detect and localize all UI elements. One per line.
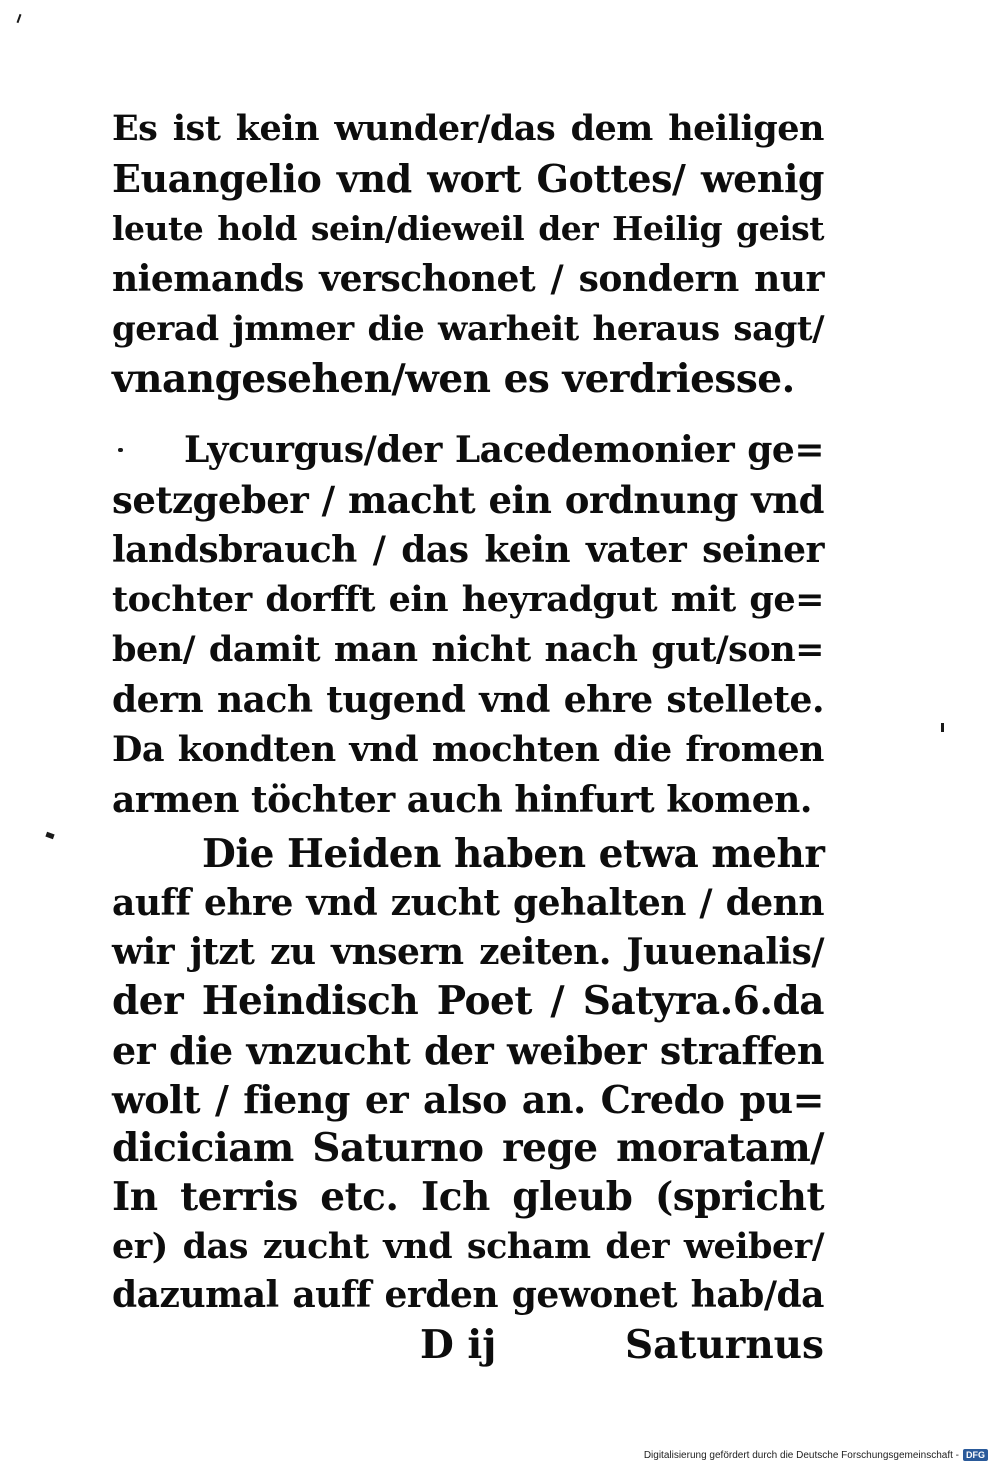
- text-line: der Heindisch Poet / Satyra.6.da: [112, 978, 824, 1024]
- text-line: leute hold sein/dieweil der Heilig geist: [112, 209, 824, 248]
- text-line: niemands verschonet / sondern nur: [112, 258, 824, 300]
- text-line: gerad jmmer die warheit heraus sagt/: [112, 309, 824, 349]
- text-line: diciciam Saturno rege moratam/: [112, 1125, 824, 1171]
- credit-text: Digitalisierung gefördert durch die Deutsche Forschungsgemeinschaft -: [643, 1449, 959, 1461]
- text-line: In terris etc. Ich gleub (spricht: [112, 1174, 824, 1220]
- paragraph-1: [112, 104, 824, 404]
- text-line: er) das zucht vnd scham der weiber/: [112, 1226, 824, 1267]
- digitization-credit: [644, 1449, 988, 1461]
- catchword: Saturnus: [624, 1322, 824, 1368]
- text-line: Da kondten vnd mochten die fromen: [112, 729, 824, 770]
- text-line: landsbrauch / das kein vater seiner: [112, 529, 824, 571]
- text-line: er die vnzucht der weiber straffen: [112, 1028, 824, 1073]
- text-line: wolt / fieng er also an. Credo pu=: [112, 1077, 824, 1122]
- text-line: setzgeber / macht ein ordnung vnd: [112, 478, 824, 522]
- page-foot-line: [420, 1318, 824, 1372]
- text-line: Es ist kein wunder/das dem heiligen: [112, 108, 824, 149]
- ink-speck: [45, 832, 54, 839]
- text-line: ben/ damit man nicht nach gut/son=: [112, 629, 824, 670]
- text-line: vnangesehen/wen es verdriesse.: [112, 356, 795, 402]
- text-line: dazumal auff erden gewonet hab/da: [112, 1274, 824, 1316]
- text-line: Lycurgus/der Lacedemonier ge=: [184, 429, 824, 471]
- paragraph-2: [112, 425, 824, 825]
- ink-speck: [17, 14, 22, 23]
- text-line: Die Heiden haben etwa mehr: [202, 831, 825, 877]
- text-line: wir jtzt zu vnsern zeiten. Juuenalis/: [112, 931, 824, 973]
- text-line: dern nach tugend vnd ehre stellete.: [112, 679, 824, 721]
- text-line: Euangelio vnd wort Gottes/ wenig: [112, 156, 824, 201]
- ink-speck: [941, 723, 944, 732]
- text-line: auff ehre vnd zucht gehalten / denn: [112, 882, 824, 924]
- text-line: armen töchter auch hinfurt komen.: [112, 779, 812, 821]
- text-line: tochter dorfft ein heyradgut mit ge=: [112, 579, 824, 620]
- signature-mark: D ij: [420, 1322, 497, 1368]
- paragraph-3: [112, 830, 824, 1320]
- dfg-logo: DFG: [963, 1449, 988, 1461]
